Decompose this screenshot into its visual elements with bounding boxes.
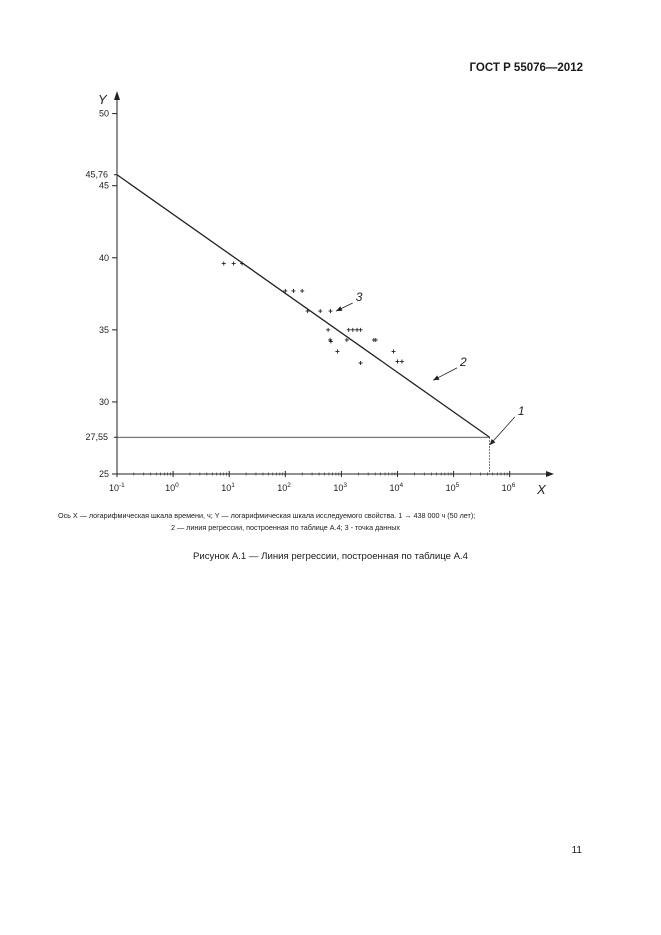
x-tick-label: $10^5$ [445, 482, 460, 493]
document-number: ГОСТ Р 55076—2012 [469, 62, 583, 74]
data-point [222, 262, 226, 266]
chart-series [117, 175, 490, 437]
data-point [326, 328, 330, 332]
page-number: 11 [571, 845, 582, 856]
y-tick-label: 40 [98, 252, 109, 263]
data-point [329, 309, 333, 313]
y-tick-label: 25 [98, 469, 109, 479]
y-marked-label: 45,76 [85, 169, 108, 180]
data-point [351, 328, 355, 332]
x-tick-label: $10^{-1}$ [109, 482, 125, 493]
annotation-label: 3 [355, 290, 363, 305]
annotation-label: 1 [517, 403, 525, 418]
regression-line [117, 175, 490, 437]
figure-caption: Рисунок А.1 — Линия регрессии, построенная по таблице А.4 [193, 551, 468, 562]
data-point [400, 360, 404, 364]
legend-line-2: 2 — линия регрессии, построенная по таблице А.4; 3 - точка данных [171, 523, 400, 532]
y-axis-arrow [114, 91, 120, 100]
data-point [355, 328, 359, 332]
data-point [318, 309, 322, 313]
x-tick-label: $10^3$ [333, 482, 348, 493]
legend-line-1: Ось X — логарифмическая шкала времени, ч; Y — логарифмическая шкала исследуемого свойства. 1 → 438 000 ч (50 лет); [58, 511, 476, 520]
y-marked-label: 27,55 [85, 432, 108, 443]
y-axis-label: Y [98, 92, 107, 107]
x-tick-label: $10^4$ [389, 482, 404, 493]
y-tick-label: 30 [98, 396, 109, 407]
data-point [374, 338, 378, 342]
y-tick-label: 50 [98, 108, 109, 119]
x-axis-label: X [537, 482, 546, 497]
data-point [291, 289, 295, 293]
x-tick-label: $10^1$ [221, 482, 235, 493]
y-tick-label: 35 [98, 324, 109, 335]
data-point [300, 289, 304, 293]
data-point [395, 360, 399, 364]
figure-legend-text [58, 510, 598, 534]
data-point [232, 262, 236, 266]
chart-annotations [336, 290, 525, 445]
x-axis-arrow [546, 471, 554, 477]
y-tick-label: 45 [98, 180, 109, 191]
chart-guides [117, 437, 490, 474]
x-tick-label: $10^2$ [277, 482, 291, 493]
data-point [347, 328, 351, 332]
annotation-label: 2 [459, 354, 467, 369]
chart-axes [98, 91, 554, 497]
data-point [392, 349, 396, 353]
data-point [335, 349, 339, 353]
x-tick-label: $10^0$ [165, 482, 179, 493]
chart-ticks [85, 109, 515, 493]
data-point [345, 338, 349, 342]
data-point [359, 328, 363, 332]
data-point [359, 361, 363, 365]
x-tick-label: $10^6$ [501, 482, 516, 493]
